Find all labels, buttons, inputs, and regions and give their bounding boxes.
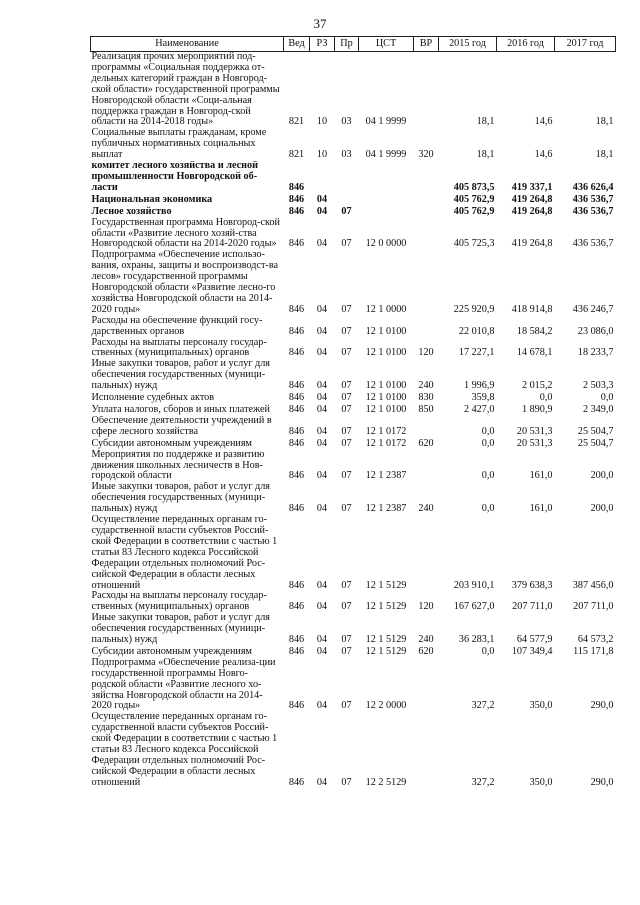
row-ved: 821	[288, 116, 305, 128]
row-pr: 07	[341, 205, 352, 217]
table-row	[91, 591, 616, 613]
row-ved: 846	[288, 392, 305, 404]
row-vr: 620	[418, 437, 434, 449]
table-row	[91, 194, 616, 206]
header-cst: ЦСТ	[359, 37, 414, 52]
row-rz: 04	[316, 601, 328, 613]
row-name: Лесное хозяйство	[91, 205, 172, 217]
row-rz: 04	[316, 579, 328, 591]
row-2017: 436 626,4	[572, 181, 614, 193]
row-ved: 821	[288, 149, 305, 161]
row-pr: 07	[341, 503, 352, 515]
row-pr: 07	[341, 303, 352, 315]
table-body	[91, 52, 616, 789]
row-2017: 290,0	[590, 776, 614, 788]
row-vr	[414, 658, 439, 713]
table-row	[91, 416, 616, 438]
row-name: Социальные выплаты гражданам, кроме публичных нормативных социальных выплат	[91, 128, 267, 161]
row-name: Исполнение судебных актов	[91, 392, 215, 404]
row-vr	[414, 218, 439, 251]
row-2015: 22 010,8	[458, 325, 495, 337]
row-pr: 07	[341, 601, 352, 613]
row-vr: 620	[418, 645, 434, 657]
row-cst: 12 1 0100	[365, 392, 407, 404]
row-2016: 14 678,1	[516, 347, 553, 359]
row-vr	[414, 206, 439, 218]
row-cst: 04 1 9999	[365, 149, 407, 161]
row-vr: 240	[418, 380, 434, 392]
row-pr	[335, 161, 359, 194]
row-name: Субсидии автономным учреждениям	[91, 645, 252, 657]
row-ved: 846	[288, 634, 305, 646]
row-2015: 36 283,1	[458, 634, 495, 646]
row-rz: 10	[316, 149, 328, 161]
row-rz: 04	[316, 634, 328, 646]
row-cst: 12 1 5129	[365, 601, 407, 613]
row-pr: 07	[341, 579, 352, 591]
row-cst: 12 1 0100	[365, 347, 407, 359]
row-2015: 225 920,9	[453, 303, 495, 315]
row-cst	[359, 161, 414, 194]
row-cst: 12 0 0000	[365, 238, 407, 250]
row-cst	[359, 194, 414, 206]
table-row	[91, 250, 616, 315]
row-pr: 07	[341, 645, 352, 657]
row-2017: 23 086,0	[577, 325, 614, 337]
row-name: Мероприятия по поддержке и развитию движения школьных лесничеств в Нов-городской области	[91, 449, 265, 482]
row-cst: 12 1 0100	[365, 380, 407, 392]
row-2017: 387 456,0	[572, 579, 614, 591]
row-ved: 846	[288, 193, 305, 205]
row-pr: 07	[341, 380, 352, 392]
row-2016: 14,6	[534, 116, 553, 128]
row-rz: 04	[316, 437, 328, 449]
table-row	[91, 52, 616, 129]
row-pr: 07	[341, 470, 352, 482]
table-header-row	[91, 37, 616, 52]
row-2015: 18,1	[476, 116, 495, 128]
row-name: Расходы на обеспечение функций госу-дарственных органов	[91, 315, 263, 337]
row-vr	[414, 515, 439, 591]
row-2015: 18,1	[476, 149, 495, 161]
row-2016: 419 264,8	[511, 193, 553, 205]
row-rz: 04	[316, 325, 328, 337]
row-2015: 327,2	[471, 776, 495, 788]
row-name: Государственная программа Новгород-ской области «Развитие лесного хозяй-ства Новгородской области на 2014-2020 годы»	[91, 217, 280, 250]
row-ved: 846	[288, 425, 305, 437]
row-cst	[359, 206, 414, 218]
page-number: 37	[313, 16, 327, 31]
row-name: Расходы на выплаты персоналу государ-ственных (муниципальных) органов	[91, 591, 267, 613]
table-row	[91, 128, 616, 161]
table-row	[91, 712, 616, 788]
table-row	[91, 515, 616, 591]
row-vr: 320	[418, 149, 434, 161]
row-ved: 846	[288, 205, 305, 217]
row-2016: 0,0	[539, 392, 553, 404]
row-pr: 07	[341, 776, 352, 788]
row-2016: 18 584,2	[516, 325, 553, 337]
row-2015: 405 762,9	[453, 205, 495, 217]
row-2016: 20 531,3	[516, 437, 553, 449]
header-vr: ВР	[414, 37, 439, 52]
table-row	[91, 404, 616, 416]
row-vr: 240	[418, 503, 434, 515]
row-rz: 04	[316, 303, 328, 315]
row-rz: 04	[316, 238, 328, 250]
header-2017: 2017 год	[555, 37, 616, 52]
row-2015: 17 227,1	[458, 347, 495, 359]
row-2015: 203 910,1	[453, 579, 495, 591]
row-2015: 1 996,9	[463, 380, 495, 392]
row-2017: 200,0	[590, 470, 614, 482]
header-pr: Пр	[335, 37, 359, 52]
row-2017: 115 171,8	[573, 645, 614, 657]
row-vr	[414, 416, 439, 438]
row-cst: 12 1 5129	[365, 634, 407, 646]
row-name: Осуществление переданных органам го-сударственной власти субъектов Россий-ской Федерации в соответствии с частью 1 статьи 83 Лесного кодекса Российской Федерации отдельных полномочий Рос-сийской Федерации в области лесных отношений	[91, 712, 278, 788]
row-2016: 107 349,4	[511, 645, 553, 657]
table-row	[91, 482, 616, 515]
row-cst: 12 1 2387	[365, 503, 407, 515]
row-vr	[414, 52, 439, 129]
row-rz: 04	[316, 645, 328, 657]
row-2016: 379 638,3	[511, 579, 553, 591]
row-2017: 436 536,7	[572, 205, 614, 217]
row-rz: 04	[316, 470, 328, 482]
row-2016: 419 264,8	[511, 205, 553, 217]
row-cst: 04 1 9999	[365, 116, 407, 128]
row-name: Обеспечение деятельности учреждений в сфере лесного хозяйства	[91, 415, 272, 437]
row-2015: 2 427,0	[463, 404, 495, 415]
row-2017: 0,0	[600, 392, 614, 404]
row-rz: 04	[316, 392, 328, 404]
row-rz: 04	[316, 776, 328, 788]
row-pr: 07	[341, 325, 352, 337]
table-row	[91, 206, 616, 218]
table-row	[91, 316, 616, 338]
row-ved: 846	[288, 303, 305, 315]
row-name: Осуществление переданных органам го-сударственной власти субъектов Россий-ской Федерации в соответствии с частью 1 статьи 83 Лесного кодекса Российской Федерации отдельных полномочий Рос-сийской Федерации в области лесных отношений	[91, 515, 278, 591]
row-cst: 12 1 0100	[365, 325, 407, 337]
row-2017: 290,0	[590, 700, 614, 712]
row-2016: 1 890,9	[521, 404, 553, 415]
row-rz: 04	[316, 347, 328, 359]
table-row	[91, 359, 616, 392]
row-ved: 846	[288, 700, 305, 712]
row-name: Иные закупки товаров, работ и услуг для обеспечения государственных (муници-пальных) нужд	[91, 359, 270, 392]
row-cst: 12 2 5129	[365, 776, 407, 788]
row-rz: 04	[316, 205, 328, 217]
row-name: Национальная экономика	[91, 193, 213, 205]
row-2015: 0,0	[481, 470, 495, 482]
row-name: Субсидии автономным учреждениям	[91, 437, 252, 449]
row-2016: 350,0	[529, 700, 553, 712]
row-2017: 200,0	[590, 503, 614, 515]
row-cst: 12 1 0100	[365, 404, 407, 415]
row-2015: 0,0	[481, 437, 495, 449]
row-pr: 07	[341, 238, 352, 250]
row-2017: 25 504,7	[577, 437, 614, 449]
row-vr	[414, 316, 439, 338]
table-row	[91, 658, 616, 713]
row-pr	[335, 194, 359, 206]
row-2017: 18 233,7	[577, 347, 614, 359]
header-name: Наименование	[91, 37, 284, 52]
header-ved: Вед	[284, 37, 310, 52]
row-rz: 04	[316, 193, 328, 205]
row-2016: 2 015,2	[521, 380, 553, 392]
row-ved: 846	[288, 347, 305, 359]
row-2015: 359,8	[471, 392, 495, 404]
row-2015: 405 762,9	[453, 193, 495, 205]
budget-table	[90, 36, 616, 789]
row-cst: 12 2 0000	[365, 700, 407, 712]
row-name: Расходы на выплаты персоналу государ-ственных (муниципальных) органов	[91, 337, 267, 359]
table-row	[91, 438, 616, 450]
row-name: Уплата налогов, сборов и иных платежей	[91, 404, 270, 415]
row-cst: 12 1 5129	[365, 645, 407, 657]
row-ved: 846	[288, 404, 305, 415]
row-cst: 12 1 0172	[365, 425, 407, 437]
row-vr	[414, 161, 439, 194]
row-cst: 12 1 2387	[365, 470, 407, 482]
row-ved: 846	[288, 380, 305, 392]
row-2016: 64 577,9	[516, 634, 553, 646]
row-vr	[414, 712, 439, 788]
row-pr: 07	[341, 404, 352, 415]
row-2017: 18,1	[595, 116, 614, 128]
row-ved: 846	[288, 470, 305, 482]
row-ved: 846	[288, 437, 305, 449]
row-rz: 04	[316, 425, 328, 437]
row-rz	[310, 161, 335, 194]
row-pr: 07	[341, 347, 352, 359]
row-2015: 0,0	[481, 425, 495, 437]
row-2016: 350,0	[529, 776, 553, 788]
row-ved: 846	[288, 238, 305, 250]
row-2015: 167 627,0	[453, 601, 495, 613]
row-name: Реализация прочих мероприятий под-программы «Социальная поддержка от-дельных категорий граждан в Новгород-ской области» государственной программы Новгородской области «Соци-альная поддержка граждан в Новгород-ской области на 2014-2018 годы»	[91, 51, 280, 128]
row-2016: 418 914,8	[511, 303, 553, 315]
row-vr: 120	[418, 347, 434, 359]
table-row	[91, 613, 616, 646]
row-2017: 25 504,7	[577, 425, 614, 437]
row-2017: 436 246,7	[572, 303, 614, 315]
row-2016: 419 337,1	[511, 181, 553, 193]
row-ved: 846	[288, 776, 305, 788]
row-rz: 10	[316, 116, 328, 128]
row-pr: 07	[341, 425, 352, 437]
row-pr: 07	[341, 634, 352, 646]
row-2015: 327,2	[471, 700, 495, 712]
row-ved: 846	[288, 601, 305, 613]
row-2016: 161,0	[529, 503, 553, 515]
row-ved: 846	[288, 181, 305, 193]
row-pr: 07	[341, 700, 352, 712]
row-pr: 07	[341, 392, 352, 404]
row-ved: 846	[288, 503, 305, 515]
row-2015: 405 873,5	[453, 181, 495, 193]
row-2017: 436 536,7	[572, 238, 614, 250]
row-name: Иные закупки товаров, работ и услуг для обеспечения государственных (муници-пальных) нужд	[91, 482, 270, 515]
row-2017: 64 573,2	[577, 634, 614, 646]
row-rz: 04	[316, 404, 328, 415]
row-vr: 240	[418, 634, 434, 646]
row-cst: 12 1 0000	[365, 303, 407, 315]
row-rz: 04	[316, 380, 328, 392]
row-2017: 18,1	[595, 149, 614, 161]
row-ved: 846	[288, 579, 305, 591]
row-name: Подпрограмма «Обеспечение использо-вания, охраны, защиты и воспроизводст-ва лесов» государственной программы Новгородской области «Развитие лесно-го хозяйства Новгородской области на 2014-2020 годы»	[91, 250, 279, 315]
row-cst: 12 1 5129	[365, 579, 407, 591]
table-row	[91, 218, 616, 251]
row-2015: 405 725,3	[453, 238, 495, 250]
header-2015: 2015 год	[439, 37, 497, 52]
table-row	[91, 450, 616, 483]
row-rz: 04	[316, 700, 328, 712]
row-ved: 846	[288, 645, 305, 657]
table-row	[91, 392, 616, 404]
row-name: Иные закупки товаров, работ и услуг для обеспечения государственных (муници-пальных) нужд	[91, 613, 270, 646]
row-vr: 850	[418, 404, 434, 415]
row-pr: 03	[341, 149, 352, 161]
row-cst: 12 1 0172	[365, 437, 407, 449]
row-vr: 120	[418, 601, 434, 613]
row-2016: 419 264,8	[511, 238, 553, 250]
row-2016: 161,0	[529, 470, 553, 482]
row-name: Подпрограмма «Обеспечение реализа-ции государственной программы Новго-родской области «Развитие лесного хо-зяйства Новгородской области на 2014-2020 годы»	[91, 657, 276, 712]
row-2017: 2 503,3	[582, 380, 614, 392]
row-pr: 07	[341, 437, 352, 449]
row-2017: 2 349,0	[582, 404, 614, 415]
header-2016: 2016 год	[497, 37, 555, 52]
row-vr	[414, 450, 439, 483]
table-row	[91, 646, 616, 658]
row-vr	[414, 250, 439, 315]
header-rz: РЗ	[310, 37, 335, 52]
row-2016: 20 531,3	[516, 425, 553, 437]
row-2015: 0,0	[481, 645, 495, 657]
row-2015: 0,0	[481, 503, 495, 515]
row-name: комитет лесного хозяйства и лесной промышленности Новгородской об-ласти	[91, 161, 258, 193]
row-2017: 436 536,7	[572, 193, 614, 205]
row-pr: 03	[341, 116, 352, 128]
row-vr	[414, 194, 439, 206]
row-vr: 830	[418, 392, 434, 404]
row-rz: 04	[316, 503, 328, 515]
row-2017: 207 711,0	[573, 601, 614, 613]
table-row	[91, 161, 616, 194]
table-row	[91, 338, 616, 360]
row-ved: 846	[288, 325, 305, 337]
row-2016: 207 711,0	[512, 601, 553, 613]
row-2016: 14,6	[534, 149, 553, 161]
